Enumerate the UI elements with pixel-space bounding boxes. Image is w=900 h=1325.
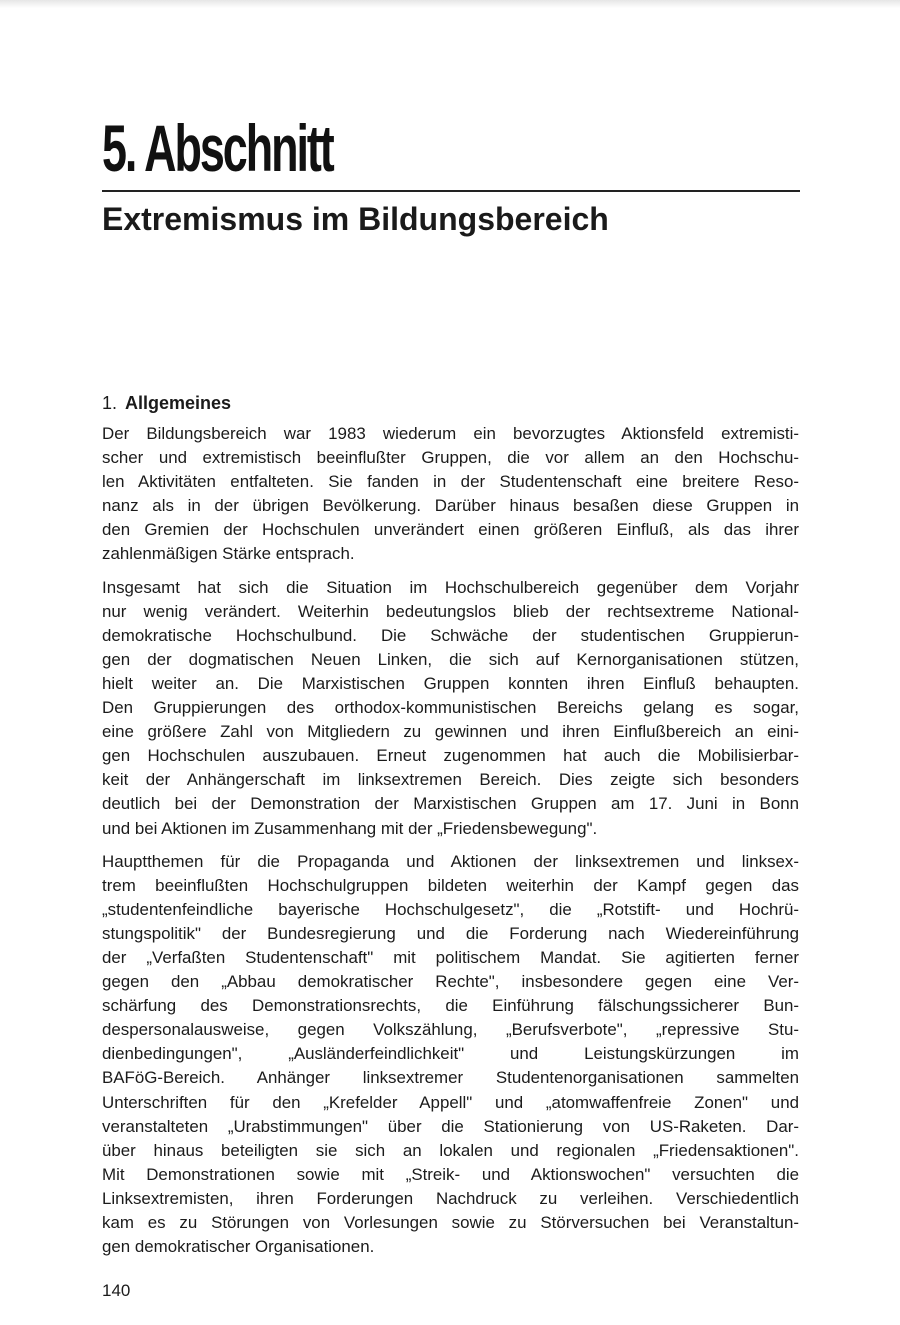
text-line: len Aktivitäten entfalteten. Sie fanden in der Studentenschaft eine breitere Reso- <box>102 472 799 492</box>
text-line: Hauptthemen für die Propaganda und Aktionen der linksextremen und linksex- <box>102 851 799 871</box>
text-line: der „Verfaßten Studentenschaft" mit politischem Mandat. Sie agitierten ferner <box>102 947 799 967</box>
text-line: kam es zu Störungen von Vorlesungen sowie zu Störversuchen bei Veranstaltun- <box>102 1213 799 1232</box>
text-line: dienbedingungen", „Ausländerfeindlichkeit" und Leistungskürzungen im <box>102 1044 799 1064</box>
text-line: trem beeinflußten Hochschulgruppen bildeten weiterhin der Kampf gegen das <box>102 875 799 895</box>
text-line: Den Gruppierungen des orthodox-kommunistischen Bereichs gelang es sogar, <box>102 698 799 718</box>
text-line: gen der dogmatischen Neuen Linken, die sich auf Kernorganisationen stützen, <box>102 649 799 669</box>
paragraph <box>102 576 799 841</box>
paragraph <box>102 850 799 1260</box>
text-line: nanz als in der übrigen Bevölkerung. Darüber hinaus besaßen diese Gruppen in <box>102 496 799 516</box>
section-label: 5. Abschnitt <box>102 111 333 185</box>
text-line: eine größere Zahl von Mitgliedern zu gewinnen und ihren Einflußbereich an eini- <box>102 722 799 742</box>
text-line: den Gremien der Hochschulen unverändert einen größeren Einfluß, als das ihrer <box>102 520 799 540</box>
text-line: Unterschriften für den „Krefelder Appell" und „atomwaffenfreie Zonen" und <box>102 1092 799 1112</box>
text-line: schärfung des Demonstrationsrechts, die Einführung fälschungssicherer Bun- <box>102 996 799 1016</box>
text-line: nur wenig verändert. Weiterhin bedeutungslos blieb der rechtsextreme National- <box>102 601 799 621</box>
text-line: scher und extremistisch beeinflußter Gruppen, die vor allem an den Hochschu- <box>102 448 799 468</box>
text-line: deutlich bei der Demonstration der Marxistischen Gruppen am 17. Juni in Bonn <box>102 794 799 814</box>
text-line: zahlenmäßigen Stärke entsprach. <box>102 544 355 564</box>
text-line: Insgesamt hat sich die Situation im Hochschulbereich gegenüber dem Vorjahr <box>102 577 799 597</box>
body-text <box>102 422 799 1259</box>
text-line: gen demokratischer Organisationen. <box>102 1237 375 1257</box>
text-line: despersonalausweise, gegen Volkszählung, „Berufsverbote", „repressive Stu- <box>102 1020 799 1040</box>
main-content <box>102 388 799 1268</box>
text-line: Linksextremisten, ihren Forderungen Nachdruck zu verleihen. Verschiedentlich <box>102 1188 799 1208</box>
text-line: „studentenfeindliche bayerische Hochschulgesetz", die „Rotstift- und Hochrü- <box>102 899 799 919</box>
paragraph <box>102 422 799 567</box>
page-number: 140 <box>102 1281 131 1300</box>
text-line: Mit Demonstrationen sowie mit „Streik- und Aktionswochen" versuchten die <box>102 1164 799 1184</box>
text-line: demokratische Hochschulbund. Die Schwäche der studentischen Gruppierun- <box>102 625 799 645</box>
text-line: stungspolitik" der Bundesregierung und die Forderung nach Wiedereinführung <box>102 923 799 943</box>
text-line: gen Hochschulen auszubauen. Erneut zugenommen hat auch die Mobilisierbar- <box>102 746 799 766</box>
scan-top-edge <box>0 0 900 8</box>
subsection-number: 1. <box>102 393 118 413</box>
text-line: gegen den „Abbau demokratischer Rechte", insbesondere gegen eine Ver- <box>102 972 799 992</box>
subsection-heading <box>102 388 799 418</box>
text-line: veranstalteten „Urabstimmungen" über die Stationierung von US-Raketen. Dar- <box>102 1116 799 1136</box>
subsection-title: Allgemeines <box>125 393 232 413</box>
section-title: Extremismus im Bildungsbereich <box>102 201 609 237</box>
text-line: Der Bildungsbereich war 1983 wiederum ein bevorzugtes Aktionsfeld extremisti- <box>102 424 799 443</box>
text-line: BAFöG-Bereich. Anhänger linksextremer Studentenorganisationen sammelten <box>102 1068 799 1088</box>
title-rule <box>102 190 800 192</box>
text-line: und bei Aktionen im Zusammenhang mit der „Friedensbewegung". <box>102 818 598 838</box>
text-line: hielt weiter an. Die Marxistischen Gruppen konnten ihren Einfluß behaupten. <box>102 673 799 693</box>
text-line: über hinaus beteiligten sie sich an lokalen und regionalen „Friedensaktionen". <box>102 1140 799 1160</box>
text-line: keit der Anhängerschaft im linksextremen Bereich. Dies zeigte sich besonders <box>102 770 799 790</box>
